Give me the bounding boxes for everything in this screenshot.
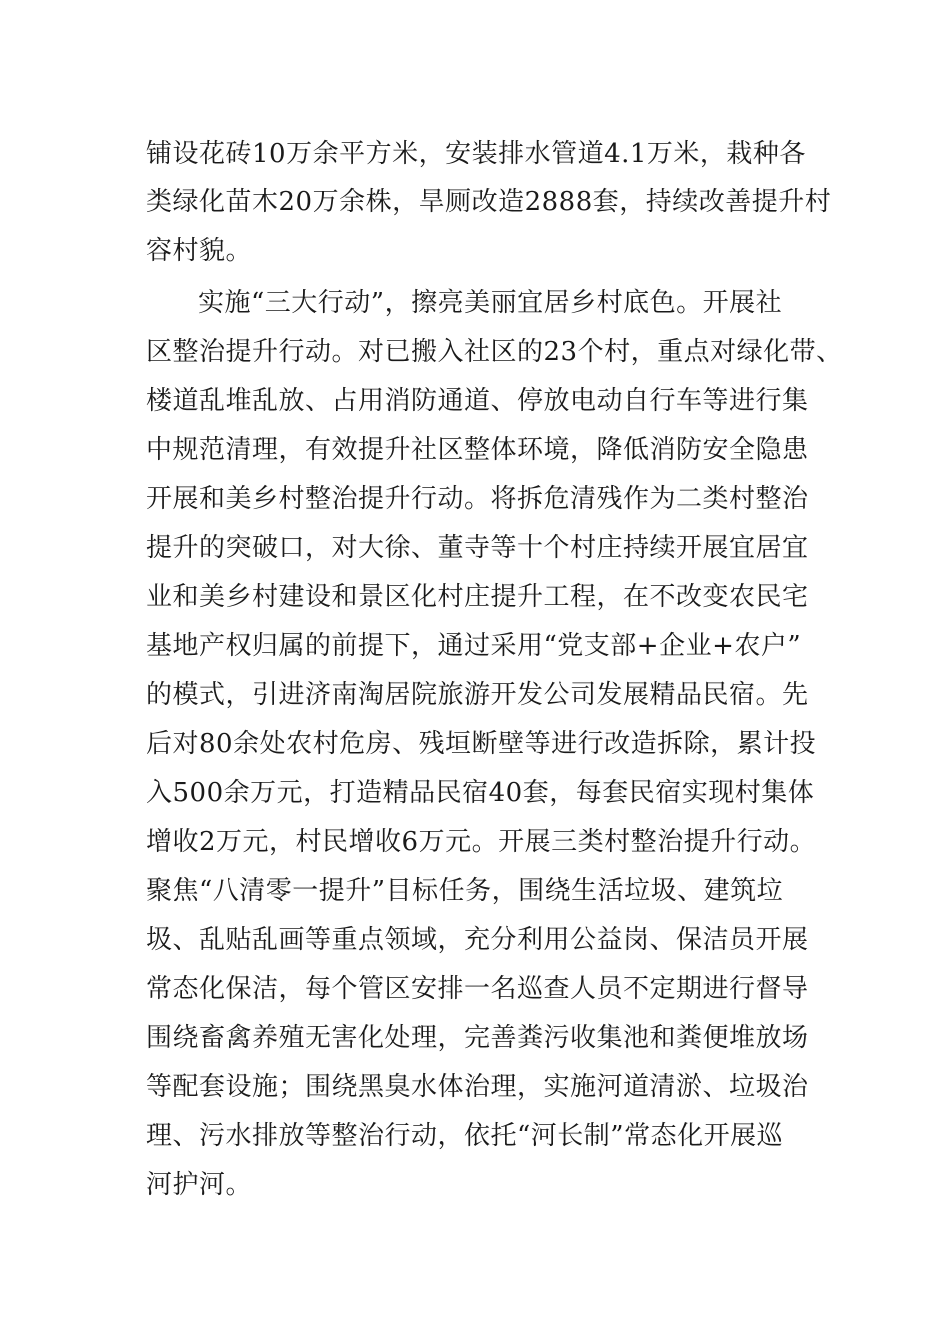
text-line: 增收2万元，村民增收6万元。开展三类村整治提升行动。 [146, 827, 817, 857]
text-line: 等配套设施；围绕黑臭水体治理，实施河道清淤、垃圾治 [146, 1072, 809, 1102]
text-line: 提升的突破口，对大徐、董寺等十个村庄持续开展宜居宜 [146, 533, 809, 563]
text-line: 类绿化苗木20万余株，旱厕改造2888套，持续改善提升村 [146, 187, 832, 217]
text-line: 圾、乱贴乱画等重点领域，充分利用公益岗、保洁员开展 [146, 925, 809, 955]
text-line: 铺设花砖10万余平方米，安装排水管道4.1万米，栽种各 [146, 139, 806, 169]
text-line: 围绕畜禽养殖无害化处理，完善粪污收集池和粪便堆放场 [146, 1023, 809, 1053]
text-line: 理、污水排放等整治行动，依托“河长制”常态化开展巡 [146, 1121, 784, 1151]
text-line: 后对80余处农村危房、残垣断壁等进行改造拆除，累计投 [146, 729, 817, 759]
text-line: 容村貌。 [146, 236, 253, 266]
text-line: 楼道乱堆乱放、占用消防通道、停放电动自行车等进行集 [146, 386, 809, 416]
text-line: 河护河。 [146, 1170, 253, 1200]
text-line: 的模式，引进济南淘居院旅游开发公司发展精品民宿。先 [146, 680, 809, 710]
text-line: 开展和美乡村整治提升行动。将拆危清残作为二类村整治 [146, 484, 809, 514]
text-line: 常态化保洁，每个管区安排一名巡查人员不定期进行督导 [146, 974, 809, 1004]
text-line: 入500余万元，打造精品民宿40套，每套民宿实现村集体 [146, 778, 815, 808]
text-line: 实施“三大行动”，擦亮美丽宜居乡村底色。开展社 [198, 288, 783, 318]
text-line: 聚焦“八清零一提升”目标任务，围绕生活垃圾、建筑垃 [146, 876, 784, 906]
text-line: 区整治提升行动。对已搬入社区的23个村，重点对绿化带、 [146, 337, 843, 367]
text-line: 基地产权归属的前提下，通过采用“党支部+企业+农户” [146, 631, 802, 661]
text-line: 中规范清理，有效提升社区整体环境，降低消防安全隐患 [146, 435, 809, 465]
text-line: 业和美乡村建设和景区化村庄提升工程，在不改变农民宅 [146, 582, 809, 612]
